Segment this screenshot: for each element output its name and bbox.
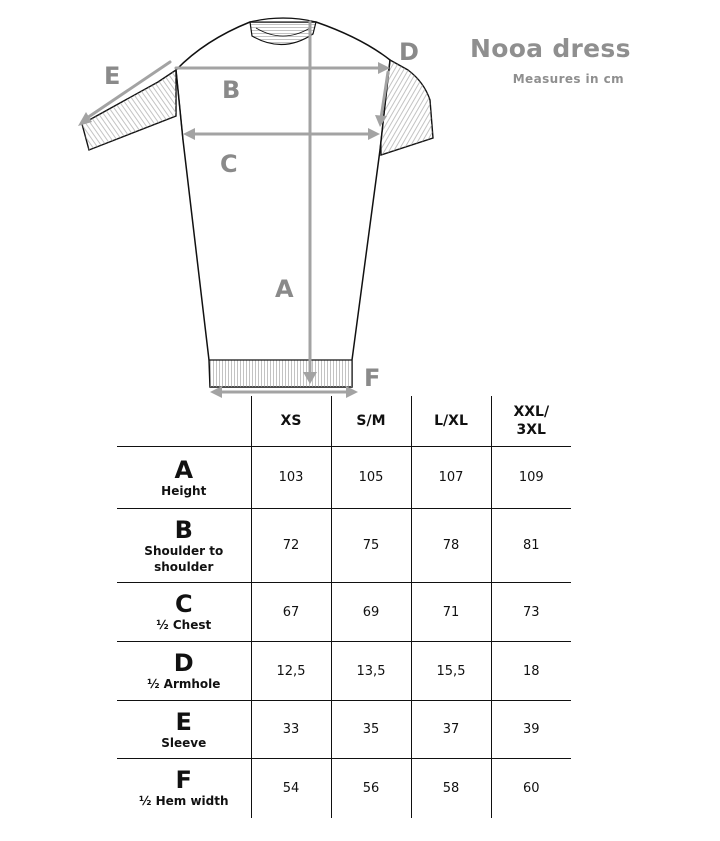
hem-ribbing bbox=[210, 360, 352, 387]
table-cell: 71 bbox=[411, 583, 491, 642]
table-cell: 72 bbox=[251, 509, 331, 583]
row-header bbox=[117, 642, 251, 701]
table-cell: 60 bbox=[491, 759, 571, 818]
dimension-label-a: A bbox=[275, 275, 294, 303]
table-cell: 39 bbox=[491, 701, 571, 759]
table-cell: 67 bbox=[251, 583, 331, 642]
table-row bbox=[117, 583, 571, 642]
table-cell: 69 bbox=[331, 583, 411, 642]
table-cell: 107 bbox=[411, 447, 491, 509]
table-cell: 103 bbox=[251, 447, 331, 509]
table-row bbox=[117, 447, 571, 509]
dress-body bbox=[176, 22, 390, 387]
table-cell: 73 bbox=[491, 583, 571, 642]
table-cell: 105 bbox=[331, 447, 411, 509]
row-label: ½ Chest bbox=[156, 618, 212, 632]
left-sleeve-ribbing bbox=[82, 70, 176, 150]
row-label: Shoulder to shoulder bbox=[144, 543, 224, 574]
table-cell: 18 bbox=[491, 642, 571, 701]
table-cell: 78 bbox=[411, 509, 491, 583]
dimension-label-f: F bbox=[364, 364, 381, 392]
row-header bbox=[117, 701, 251, 759]
table-row bbox=[117, 642, 571, 701]
table-row bbox=[117, 759, 571, 818]
row-label: Height bbox=[161, 483, 207, 498]
row-label: ½ Armhole bbox=[147, 677, 221, 691]
row-letter: C bbox=[174, 590, 193, 618]
size-header-s-m: S/M bbox=[331, 396, 411, 447]
row-label: Sleeve bbox=[161, 735, 207, 750]
row-header bbox=[117, 583, 251, 642]
row-letter: A bbox=[174, 455, 194, 484]
table-cell: 75 bbox=[331, 509, 411, 583]
dimension-label-d: D bbox=[399, 38, 419, 66]
row-letter: B bbox=[174, 515, 193, 544]
size-header-xxl-3xl: XXL/ 3XL bbox=[491, 396, 571, 447]
table-cell: 58 bbox=[411, 759, 491, 818]
page-title: Nooa dress bbox=[470, 34, 631, 63]
table-cell: 109 bbox=[491, 447, 571, 509]
row-header bbox=[117, 759, 251, 818]
table-cell: 37 bbox=[411, 701, 491, 759]
table-row bbox=[117, 509, 571, 583]
table-header-row bbox=[117, 396, 571, 447]
size-header-l-xl: L/XL bbox=[411, 396, 491, 447]
row-letter: F bbox=[175, 766, 192, 795]
row-header bbox=[117, 447, 251, 509]
row-label: ½ Hem width bbox=[138, 794, 229, 809]
dimension-label-e: E bbox=[104, 62, 121, 90]
table-row bbox=[117, 701, 571, 759]
table-cell: 12,5 bbox=[251, 642, 331, 701]
table-cell: 54 bbox=[251, 759, 331, 818]
corner-cell bbox=[117, 396, 251, 447]
table-cell: 81 bbox=[491, 509, 571, 583]
size-chart-table bbox=[117, 396, 571, 818]
table-cell: 13,5 bbox=[331, 642, 411, 701]
size-header-xs: XS bbox=[251, 396, 331, 447]
page-subtitle: Measures in cm bbox=[512, 72, 624, 86]
table-cell: 33 bbox=[251, 701, 331, 759]
row-header bbox=[117, 509, 251, 583]
table-cell: 15,5 bbox=[411, 642, 491, 701]
dimension-label-c: C bbox=[220, 150, 238, 178]
row-letter: E bbox=[175, 707, 192, 736]
table-cell: 35 bbox=[331, 701, 411, 759]
table-cell: 56 bbox=[331, 759, 411, 818]
dimension-label-b: B bbox=[222, 76, 241, 104]
row-letter: D bbox=[173, 649, 194, 677]
